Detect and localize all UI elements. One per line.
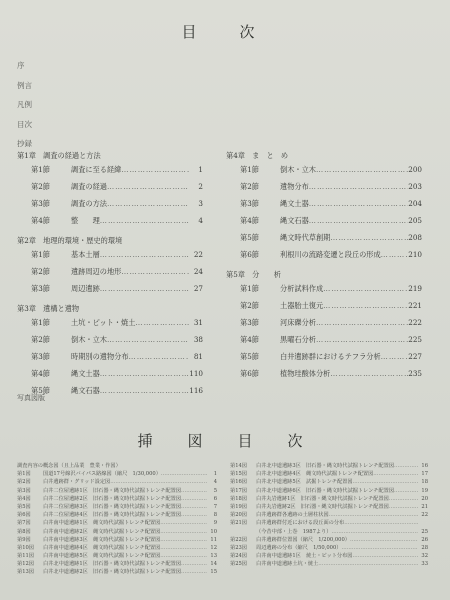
figure-page: 16 xyxy=(421,463,428,469)
figure-number: 第12図 xyxy=(17,561,34,568)
leader-dots xyxy=(100,280,189,297)
figure-entry xyxy=(17,568,217,576)
page-number: 203 xyxy=(408,182,422,191)
toc-entry xyxy=(226,365,422,382)
section-number: 第4節 xyxy=(31,369,50,378)
page-number: 200 xyxy=(408,165,422,174)
figure-page: 14 xyxy=(210,561,217,568)
page-number: 205 xyxy=(408,216,422,225)
leader-dots xyxy=(316,314,408,331)
leader-dots xyxy=(100,365,189,382)
figure-page: 28 xyxy=(421,544,428,551)
figure-page: 33 xyxy=(421,561,428,568)
section-title: 調査の方法 xyxy=(71,199,107,208)
section-number: 第1節 xyxy=(240,165,259,174)
figure-title: （今昔中部・上巻 1987より） xyxy=(256,528,332,535)
section-number: 第1節 xyxy=(240,284,259,293)
section-number: 第3節 xyxy=(31,199,50,208)
leader-dots xyxy=(121,263,189,280)
section-title: 倒木・立木 xyxy=(280,165,316,174)
section-title: 縄文土器 xyxy=(280,199,309,208)
leader-dots xyxy=(353,478,418,486)
toc-entry xyxy=(226,178,422,195)
section-title: 調査に至る経緯 xyxy=(71,165,122,174)
figure-title: 白井南中道遺跡土坑・焼土 xyxy=(256,561,319,568)
front-matter-item: 凡例 xyxy=(17,100,32,109)
figure-title: 白井南中道遺跡1区 焼土・ピット分布図 xyxy=(256,553,353,560)
figure-number: 第5図 xyxy=(17,503,31,510)
figure-entry xyxy=(230,462,428,470)
section-number: 第3節 xyxy=(31,352,50,361)
figure-title: 白井北中道遺跡4区 縄文時代試掘トレンチ配置図 xyxy=(256,471,374,478)
figure-title: 白井二位屋遺跡4区 旧石器・縄文時代試掘トレンチ配置図 xyxy=(43,512,182,519)
section-number: 第4節 xyxy=(31,216,50,225)
leader-dots xyxy=(394,487,418,495)
section-number: 第4節 xyxy=(240,335,259,344)
leader-dots xyxy=(309,195,408,212)
plates-label: 写真図版 xyxy=(17,394,45,402)
leader-dots xyxy=(350,536,418,544)
toc-entry xyxy=(226,348,422,365)
section-number: 第6節 xyxy=(240,250,259,259)
front-matter-item: 序 xyxy=(17,61,25,70)
figure-page: 11 xyxy=(210,536,217,543)
figure-page: 4 xyxy=(213,479,217,486)
figure-number: 第3図 xyxy=(17,487,31,494)
section-number: 第1節 xyxy=(31,250,50,259)
section-title: 遺跡周辺の地形 xyxy=(71,267,122,276)
figure-entry xyxy=(17,519,217,527)
leader-dots xyxy=(100,212,189,229)
figure-title: 白井遺跡群・グリッド設定図 xyxy=(43,479,111,486)
figure-title: 白井丸岩遺跡2区 旧石器・縄文時代試掘トレンチ配置図 xyxy=(256,503,389,510)
leader-dots xyxy=(318,560,418,568)
page-number: 116 xyxy=(189,386,203,395)
section-number: 第5節 xyxy=(240,233,259,242)
leader-dots xyxy=(181,503,207,511)
section-title: 調査の経過 xyxy=(71,182,107,191)
figure-entry xyxy=(17,503,217,511)
leader-dots xyxy=(309,212,408,229)
leader-dots xyxy=(107,178,189,195)
page-number: 221 xyxy=(408,301,422,310)
figure-number: 第17図 xyxy=(230,487,247,494)
figure-title: 白井北中道遺跡5区 試掘トレンチ配置図 xyxy=(256,479,353,486)
front-matter-item: 目次 xyxy=(17,119,32,129)
figure-number: 第1図 xyxy=(17,471,31,478)
section-number: 第2節 xyxy=(240,182,259,191)
figure-page: 6 xyxy=(213,495,217,502)
leader-dots xyxy=(373,470,418,478)
section-title: 土器胎土復元 xyxy=(280,301,324,310)
page-number: 2 xyxy=(198,182,203,191)
section-number: 第1節 xyxy=(31,318,50,327)
figure-title: 白井南中道遺跡2区 縄文時代試掘トレンチ配置図 xyxy=(43,528,161,535)
figure-title: 白井二位屋遺跡1区 旧石器・縄文時代試掘トレンチ配置図 xyxy=(43,487,182,494)
leader-dots xyxy=(181,487,207,495)
section-title: 縄文石器 xyxy=(280,216,309,225)
figure-page: 22 xyxy=(421,512,428,519)
leader-dots xyxy=(341,544,418,552)
leader-dots xyxy=(160,552,207,560)
figure-number: 第20図 xyxy=(230,512,247,519)
toc-entry xyxy=(17,331,203,348)
front-matter-item: 抄録 xyxy=(17,139,32,148)
figure-page xyxy=(418,519,428,527)
page-number: 27 xyxy=(193,284,203,293)
leader-dots xyxy=(181,560,207,568)
figure-page: 32 xyxy=(421,553,428,560)
toc-entry xyxy=(226,280,422,297)
toc-entry xyxy=(17,178,203,195)
figure-title: 白井南中道遺跡4区 縄文時代試掘トレンチ配置図 xyxy=(43,544,161,551)
figure-title: 白井遺跡群位置図（縮尺 1/200,000） xyxy=(256,536,350,543)
section-title: 縄文石器 xyxy=(71,386,100,395)
figure-entry xyxy=(17,552,217,560)
leader-dots xyxy=(381,246,408,263)
leader-dots xyxy=(181,495,207,503)
figure-title: 白井丸岩遺跡1区 旧石器・縄文時代試掘トレンチ配置図 xyxy=(256,495,389,502)
figure-page: 13 xyxy=(210,553,217,560)
leader-dots xyxy=(329,511,418,519)
leader-dots xyxy=(160,528,207,536)
toc-entry xyxy=(226,246,422,263)
section-number: 第2節 xyxy=(240,301,259,310)
figure-title: 国道17号線沢バイパス路線図（縮尺 1/30,000） xyxy=(43,471,161,478)
figure-number: 第2図 xyxy=(17,479,31,486)
figure-page: 19 xyxy=(421,487,428,494)
leader-dots xyxy=(100,246,189,263)
section-title: 植物珪酸体分析 xyxy=(280,369,331,378)
figure-entry xyxy=(230,478,428,486)
front-matter-item: 例言 xyxy=(17,80,32,90)
section-title: 白井遺跡群におけるテフラ分析 xyxy=(280,352,381,361)
figure-number: 第23図 xyxy=(230,544,247,551)
leader-dots xyxy=(181,568,207,576)
figure-entry xyxy=(17,478,217,486)
section-title: 周辺遺跡 xyxy=(71,284,100,293)
leader-dots xyxy=(352,552,418,560)
section-title: 土坑・ピット・焼土 xyxy=(71,318,136,327)
section-number: 第3節 xyxy=(240,199,259,208)
toc-entry xyxy=(17,365,203,382)
section-title: 基本土層 xyxy=(71,250,100,259)
page-number: 31 xyxy=(193,318,203,327)
page-number: 222 xyxy=(408,318,422,327)
toc-entry xyxy=(226,314,422,331)
figure-page: 9 xyxy=(213,520,217,527)
figure-list-left xyxy=(17,462,217,577)
page-number: 204 xyxy=(408,199,422,208)
figure-entry xyxy=(230,560,428,568)
section-number: 第2節 xyxy=(31,335,50,344)
leader-dots xyxy=(316,161,408,178)
section-title: 整 理 xyxy=(71,216,100,225)
page-number: 227 xyxy=(408,352,422,361)
figure-entry xyxy=(230,487,428,495)
toc-entry xyxy=(17,195,203,212)
section-title: 黒曜石分析 xyxy=(280,335,316,344)
toc-entry xyxy=(226,212,422,229)
figure-entry xyxy=(17,560,217,568)
leader-dots xyxy=(309,178,408,195)
section-number: 第3節 xyxy=(240,318,259,327)
figure-page: 26 xyxy=(421,536,428,543)
figure-page: 25 xyxy=(421,528,428,535)
figure-number: 第4図 xyxy=(17,495,31,502)
figure-list-title: 挿 図 目 次 xyxy=(137,432,313,450)
figure-page: 21 xyxy=(421,503,428,510)
leader-dots xyxy=(129,348,189,365)
figure-number: 第18図 xyxy=(230,495,247,502)
page-number: 208 xyxy=(408,233,422,242)
figure-number: 第6図 xyxy=(17,512,31,519)
figure-title: 白井南中道遺跡5区 縄文時代試掘トレンチ配置図 xyxy=(43,553,161,560)
leader-dots xyxy=(107,331,189,348)
figure-entry xyxy=(17,528,217,536)
toc-entry xyxy=(226,195,422,212)
leader-dots xyxy=(107,195,189,212)
chapter-heading: 第2章 地理的環境・歴史的環境 xyxy=(17,236,123,245)
leader-dots xyxy=(381,348,408,365)
figure-number: 第11図 xyxy=(17,553,34,560)
figure-entry xyxy=(17,511,217,519)
page-number: 210 xyxy=(408,250,422,259)
section-number: 第4節 xyxy=(240,216,259,225)
figure-page: 1 xyxy=(213,471,217,478)
section-title: 倒木・立木 xyxy=(71,335,107,344)
figure-entry xyxy=(230,495,428,503)
figure-number: 第19図 xyxy=(230,503,247,510)
section-title: 遺物分布 xyxy=(280,182,309,191)
figure-entry xyxy=(230,544,428,552)
section-number: 第3節 xyxy=(31,284,50,293)
toc-entry xyxy=(226,331,422,348)
section-number: 第5節 xyxy=(31,386,50,395)
section-number: 第5節 xyxy=(240,352,259,361)
figure-entry xyxy=(17,544,217,552)
figure-entry xyxy=(230,552,428,560)
leader-dots xyxy=(121,161,189,178)
leader-dots xyxy=(110,478,207,486)
figure-entry xyxy=(230,470,428,478)
leader-dots xyxy=(316,331,408,348)
figure-entry xyxy=(230,511,428,519)
leader-dots xyxy=(389,495,418,503)
figure-number: 第22図 xyxy=(230,536,247,543)
figure-title: 周辺遺跡の分布（縮尺 1/50,000） xyxy=(256,544,342,551)
leader-dots xyxy=(330,229,408,246)
section-title: 縄文土器 xyxy=(71,369,100,378)
chapter-heading: 第4章 ま と め xyxy=(226,151,289,160)
toc-entry xyxy=(17,280,203,297)
toc-entry xyxy=(226,229,422,246)
page-number: 22 xyxy=(193,250,203,259)
toc-entry xyxy=(226,161,422,178)
page-number: 38 xyxy=(193,335,203,344)
leader-dots xyxy=(161,470,207,478)
toc-entry xyxy=(17,314,203,331)
figure-entry xyxy=(230,519,428,527)
leader-dots xyxy=(181,511,207,519)
toc-entry xyxy=(17,161,203,178)
toc-entry xyxy=(17,212,203,229)
figure-page: 17 xyxy=(421,471,428,478)
figure-title: 白井北中道遺跡2区 旧石器・縄文時代試掘トレンチ配置図 xyxy=(43,569,182,576)
figure-title: 白井北中道遺跡3区 旧石器・縄文時代試掘トレンチ配置図 xyxy=(256,463,395,469)
figure-title: 白井遺跡群付近における段丘面の分布 xyxy=(256,520,345,527)
figure-title: 白井二位屋遺跡2区 旧石器・縄文時代試掘トレンチ配置図 xyxy=(43,495,182,502)
section-title: 時期別の遺物分布 xyxy=(71,352,129,361)
page-number: 1 xyxy=(198,165,203,174)
section-number: 第1節 xyxy=(31,165,50,174)
leader-dots xyxy=(344,519,418,527)
toc-entry xyxy=(17,263,203,280)
page-number: 81 xyxy=(193,352,203,361)
page-number: 110 xyxy=(189,369,203,378)
section-number: 第2節 xyxy=(31,267,50,276)
page-number: 235 xyxy=(408,369,422,378)
section-title: 利根川の流路変遷と段丘の形成 xyxy=(280,250,381,259)
figure-number: 第16図 xyxy=(230,479,247,486)
figure-entry xyxy=(17,495,217,503)
figure-number: 第7図 xyxy=(17,520,31,527)
figure-number: 第15図 xyxy=(230,471,247,478)
figure-entry xyxy=(17,487,217,495)
figure-number: 第21図 xyxy=(230,520,247,527)
figure-list-right xyxy=(230,462,428,568)
toc-entry xyxy=(17,246,203,263)
toc-entry xyxy=(226,297,422,314)
figure-number: 第13図 xyxy=(17,569,34,576)
figure-title: 白井南中道遺跡3区 縄文時代試掘トレンチ配置図 xyxy=(43,536,161,543)
toc-left-column xyxy=(17,150,203,399)
figure-number: 第8図 xyxy=(17,528,31,535)
figure-title: 白井二位屋遺跡3区 旧石器・縄文時代試掘トレンチ配置図 xyxy=(43,503,182,510)
figure-page: 18 xyxy=(421,479,428,486)
page-number: 24 xyxy=(193,267,203,276)
figure-number: 第10図 xyxy=(17,544,34,551)
chapter-heading: 第3章 遺構と遺物 xyxy=(17,304,80,313)
page-number: 3 xyxy=(198,199,203,208)
figure-page: 8 xyxy=(213,512,217,519)
figure-entry xyxy=(17,536,217,544)
section-title: 分析試料作成 xyxy=(280,284,324,293)
section-number: 第6節 xyxy=(240,369,259,378)
leader-dots xyxy=(323,297,408,314)
figure-number: 第14図 xyxy=(230,463,247,469)
leader-dots xyxy=(160,519,207,527)
leader-dots xyxy=(160,536,207,544)
figure-page: 7 xyxy=(213,503,217,510)
toc-right-column xyxy=(226,150,422,382)
front-matter-list xyxy=(17,56,32,154)
figure-list-header: 調査内容の概念図（且上品業 豊業・作図） xyxy=(17,463,121,469)
leader-dots xyxy=(100,382,189,399)
leader-dots xyxy=(331,528,418,536)
figure-entry xyxy=(17,470,217,478)
page-number: 4 xyxy=(198,216,203,225)
section-title: 縄文時代草創期 xyxy=(280,233,331,242)
section-title: 河床礫分析 xyxy=(280,318,316,327)
toc-title: 目 次 xyxy=(181,23,269,41)
figure-title: 白井南中道遺跡1区 縄文時代試掘トレンチ配置図 xyxy=(43,520,161,527)
figure-entry xyxy=(230,536,428,544)
figure-number: 第9図 xyxy=(17,536,31,543)
section-number: 第2節 xyxy=(31,182,50,191)
leader-dots xyxy=(389,503,418,511)
leader-dots xyxy=(323,280,408,297)
figure-title: 白井北中道遺跡1区 旧石器・縄文時代試掘トレンチ配置図 xyxy=(43,561,182,568)
figure-page: 5 xyxy=(213,487,217,494)
figure-page: 12 xyxy=(210,544,217,551)
figure-page: 20 xyxy=(421,495,428,502)
figure-entry xyxy=(230,528,428,536)
figure-title: 白井北中道遺跡6区 旧石器・縄文時代試掘トレンチ配置図 xyxy=(256,487,395,494)
leader-dots xyxy=(160,544,207,552)
toc-entry xyxy=(17,348,203,365)
figure-number xyxy=(230,528,256,536)
page-number: 225 xyxy=(408,335,422,344)
figure-page: 15 xyxy=(210,569,217,576)
page-number: 219 xyxy=(408,284,422,293)
leader-dots xyxy=(135,314,189,331)
leader-dots xyxy=(394,462,418,470)
figure-number: 第25図 xyxy=(230,561,247,568)
figure-number: 第24図 xyxy=(230,553,247,560)
figure-page: 10 xyxy=(210,528,217,535)
chapter-heading: 第1章 調査の経過と方法 xyxy=(17,151,101,160)
leader-dots xyxy=(330,365,408,382)
figure-entry xyxy=(230,503,428,511)
chapter-heading: 第5章 分 析 xyxy=(226,270,281,279)
figure-title: 白井遺跡群各遺跡の土層柱状図 xyxy=(256,512,329,519)
